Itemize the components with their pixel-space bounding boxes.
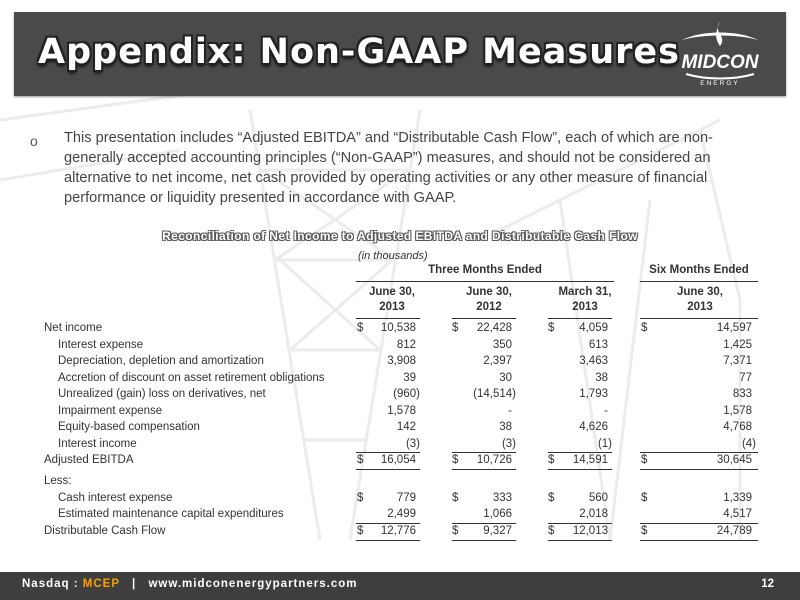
column-header-underline bbox=[640, 318, 758, 319]
table-cell-value: 833 bbox=[732, 388, 752, 400]
subtotal-rule bbox=[452, 523, 516, 524]
table-cell-value: 38 bbox=[499, 421, 512, 433]
column-header-underline bbox=[356, 318, 420, 319]
group-header-six-months: Six Months Ended bbox=[649, 264, 749, 276]
table-cell-value: 2,499 bbox=[387, 508, 416, 520]
row-label: Equity-based compensation bbox=[58, 421, 200, 433]
row-label: Estimated maintenance capital expenditures bbox=[58, 508, 284, 520]
page-title: Appendix: Non-GAAP Measures bbox=[38, 32, 680, 72]
table-title: Reconciliation of Net Income to Adjusted EBITDA and Distributable Cash Flow bbox=[162, 229, 638, 243]
table-cell-value: 1,578 bbox=[387, 405, 416, 417]
column-header-date: June 30, bbox=[368, 286, 416, 298]
currency-symbol: $ bbox=[548, 492, 555, 504]
bullet-marker: o bbox=[30, 133, 38, 149]
table-cell-value: 3,463 bbox=[579, 355, 608, 367]
footer-ticker: MCEP bbox=[82, 578, 120, 590]
currency-symbol: $ bbox=[357, 454, 364, 466]
group-header-underline bbox=[356, 281, 614, 282]
total-rule bbox=[356, 540, 420, 541]
table-cell-value: 779 bbox=[396, 492, 416, 504]
table-cell-value: 1,339 bbox=[723, 492, 752, 504]
subtotal-rule bbox=[356, 452, 420, 453]
currency-symbol: $ bbox=[452, 492, 459, 504]
total-rule bbox=[640, 540, 758, 541]
footer-website: www.midconenergypartners.com bbox=[148, 578, 358, 590]
row-label: Depreciation, depletion and amortization bbox=[58, 355, 264, 367]
table-cell-value: - bbox=[508, 405, 512, 417]
currency-symbol: $ bbox=[452, 454, 459, 466]
column-header-date: June 30, bbox=[465, 286, 513, 298]
table-cell-value: 10,538 bbox=[380, 322, 416, 334]
logo-subtext: ENERGY bbox=[700, 80, 740, 87]
row-label: Adjusted EBITDA bbox=[44, 454, 134, 466]
table-cell-value: 16,054 bbox=[380, 454, 416, 466]
table-cell-value: 10,726 bbox=[476, 454, 512, 466]
row-label: Interest income bbox=[58, 438, 137, 450]
total-rule bbox=[548, 540, 612, 541]
currency-symbol: $ bbox=[641, 492, 648, 504]
group-header-three-months: Three Months Ended bbox=[428, 264, 542, 276]
row-label: Interest expense bbox=[58, 339, 144, 351]
table-cell-value: 38 bbox=[595, 372, 608, 384]
currency-symbol: $ bbox=[357, 492, 364, 504]
subtotal-rule bbox=[548, 452, 612, 453]
table-cell-value: 560 bbox=[588, 492, 608, 504]
column-header-underline bbox=[452, 318, 516, 319]
column-header-year: 2013 bbox=[379, 301, 405, 313]
total-rule bbox=[356, 469, 420, 470]
currency-symbol: $ bbox=[641, 525, 648, 537]
footer-separator: | bbox=[132, 578, 137, 590]
table-cell-value: 4,768 bbox=[723, 421, 752, 433]
logo-wordmark: MIDCON bbox=[681, 52, 759, 73]
table-cell-value: 1,578 bbox=[723, 405, 752, 417]
table-cell-value: 24,789 bbox=[716, 525, 752, 537]
table-cell-value: (960) bbox=[393, 388, 420, 400]
subtotal-rule bbox=[548, 523, 612, 524]
row-label: Cash interest expense bbox=[58, 492, 173, 504]
intro-paragraph: This presentation includes “Adjusted EBITDA” and “Distributable Cash Flow”, each of which are non-generally accepted accounting principles (“Non-GAAP”) measures, and should not be considered an alternative to net income, net cash provided by operating activities or any other measure of financial performance or liquidity presented in accordance with GAAP. bbox=[64, 130, 713, 206]
group-header-underline bbox=[640, 281, 758, 282]
table-cell-value: (3) bbox=[501, 438, 516, 450]
table-cell-value: - bbox=[604, 405, 608, 417]
table-cell-value: 14,597 bbox=[716, 322, 752, 334]
table-cell-value: 4,517 bbox=[723, 508, 752, 520]
table-cell-value: 30,645 bbox=[716, 454, 752, 466]
subtotal-rule bbox=[640, 523, 758, 524]
table-cell-value: 1,793 bbox=[579, 388, 608, 400]
title-banner bbox=[14, 12, 786, 96]
table-cell-value: 12,013 bbox=[572, 525, 608, 537]
total-rule bbox=[548, 469, 612, 470]
footer-info bbox=[22, 578, 358, 590]
table-cell-value: 142 bbox=[396, 421, 416, 433]
row-label: Net income bbox=[44, 322, 103, 334]
row-label: Accretion of discount on asset retirement obligations bbox=[58, 372, 325, 384]
table-subtitle: (in thousands) bbox=[358, 250, 428, 262]
table-cell-value: (14,514) bbox=[473, 388, 516, 400]
table-cell-value: 3,908 bbox=[387, 355, 416, 367]
table-cell-value: 39 bbox=[403, 372, 416, 384]
table-cell-value: 350 bbox=[492, 339, 512, 351]
currency-symbol: $ bbox=[641, 454, 648, 466]
subtotal-rule bbox=[452, 452, 516, 453]
table-cell-value: 30 bbox=[499, 372, 512, 384]
table-cell-value: 613 bbox=[588, 339, 608, 351]
table-cell-value: 4,626 bbox=[579, 421, 608, 433]
column-header-year: 2013 bbox=[572, 301, 598, 313]
currency-symbol: $ bbox=[548, 322, 555, 334]
row-label: Less: bbox=[44, 475, 72, 487]
total-rule bbox=[640, 469, 758, 470]
currency-symbol: $ bbox=[548, 525, 555, 537]
currency-symbol: $ bbox=[452, 322, 459, 334]
column-header-year: 2013 bbox=[687, 301, 713, 313]
currency-symbol: $ bbox=[548, 454, 555, 466]
page-number: 12 bbox=[761, 578, 774, 590]
column-header-date: June 30, bbox=[676, 286, 724, 298]
row-label: Unrealized (gain) loss on derivatives, net bbox=[58, 388, 266, 400]
currency-symbol: $ bbox=[641, 322, 648, 334]
table-cell-value: 812 bbox=[396, 339, 416, 351]
midcon-energy-logo bbox=[672, 18, 768, 90]
column-header-date: March 31, bbox=[558, 286, 612, 298]
table-cell-value: 2,397 bbox=[483, 355, 512, 367]
table-cell-value: 7,371 bbox=[723, 355, 752, 367]
table-cell-value: 1,425 bbox=[723, 339, 752, 351]
table-cell-value: (4) bbox=[741, 438, 756, 450]
table-cell-value: 22,428 bbox=[476, 322, 512, 334]
table-cell-value: 14,591 bbox=[572, 454, 608, 466]
total-rule bbox=[452, 540, 516, 541]
footer-exchange: Nasdaq : bbox=[22, 578, 79, 590]
column-header-underline bbox=[548, 318, 612, 319]
total-rule bbox=[452, 469, 516, 470]
table-cell-value: 12,776 bbox=[380, 525, 416, 537]
subtotal-rule bbox=[640, 452, 758, 453]
table-cell-value: 9,327 bbox=[483, 525, 512, 537]
currency-symbol: $ bbox=[357, 525, 364, 537]
table-cell-value: 77 bbox=[739, 372, 752, 384]
table-cell-value: 333 bbox=[492, 492, 512, 504]
footer-bar bbox=[0, 572, 800, 600]
row-label: Distributable Cash Flow bbox=[44, 525, 166, 537]
currency-symbol: $ bbox=[452, 525, 459, 537]
table-cell-value: 4,059 bbox=[579, 322, 608, 334]
table-cell-value: 2,018 bbox=[579, 508, 608, 520]
row-label: Impairment expense bbox=[58, 405, 163, 417]
subtotal-rule bbox=[356, 523, 420, 524]
table-cell-value: (1) bbox=[597, 438, 612, 450]
currency-symbol: $ bbox=[357, 322, 364, 334]
column-header-year: 2012 bbox=[476, 301, 502, 313]
table-cell-value: (3) bbox=[405, 438, 420, 450]
table-cell-value: 1,066 bbox=[483, 508, 512, 520]
